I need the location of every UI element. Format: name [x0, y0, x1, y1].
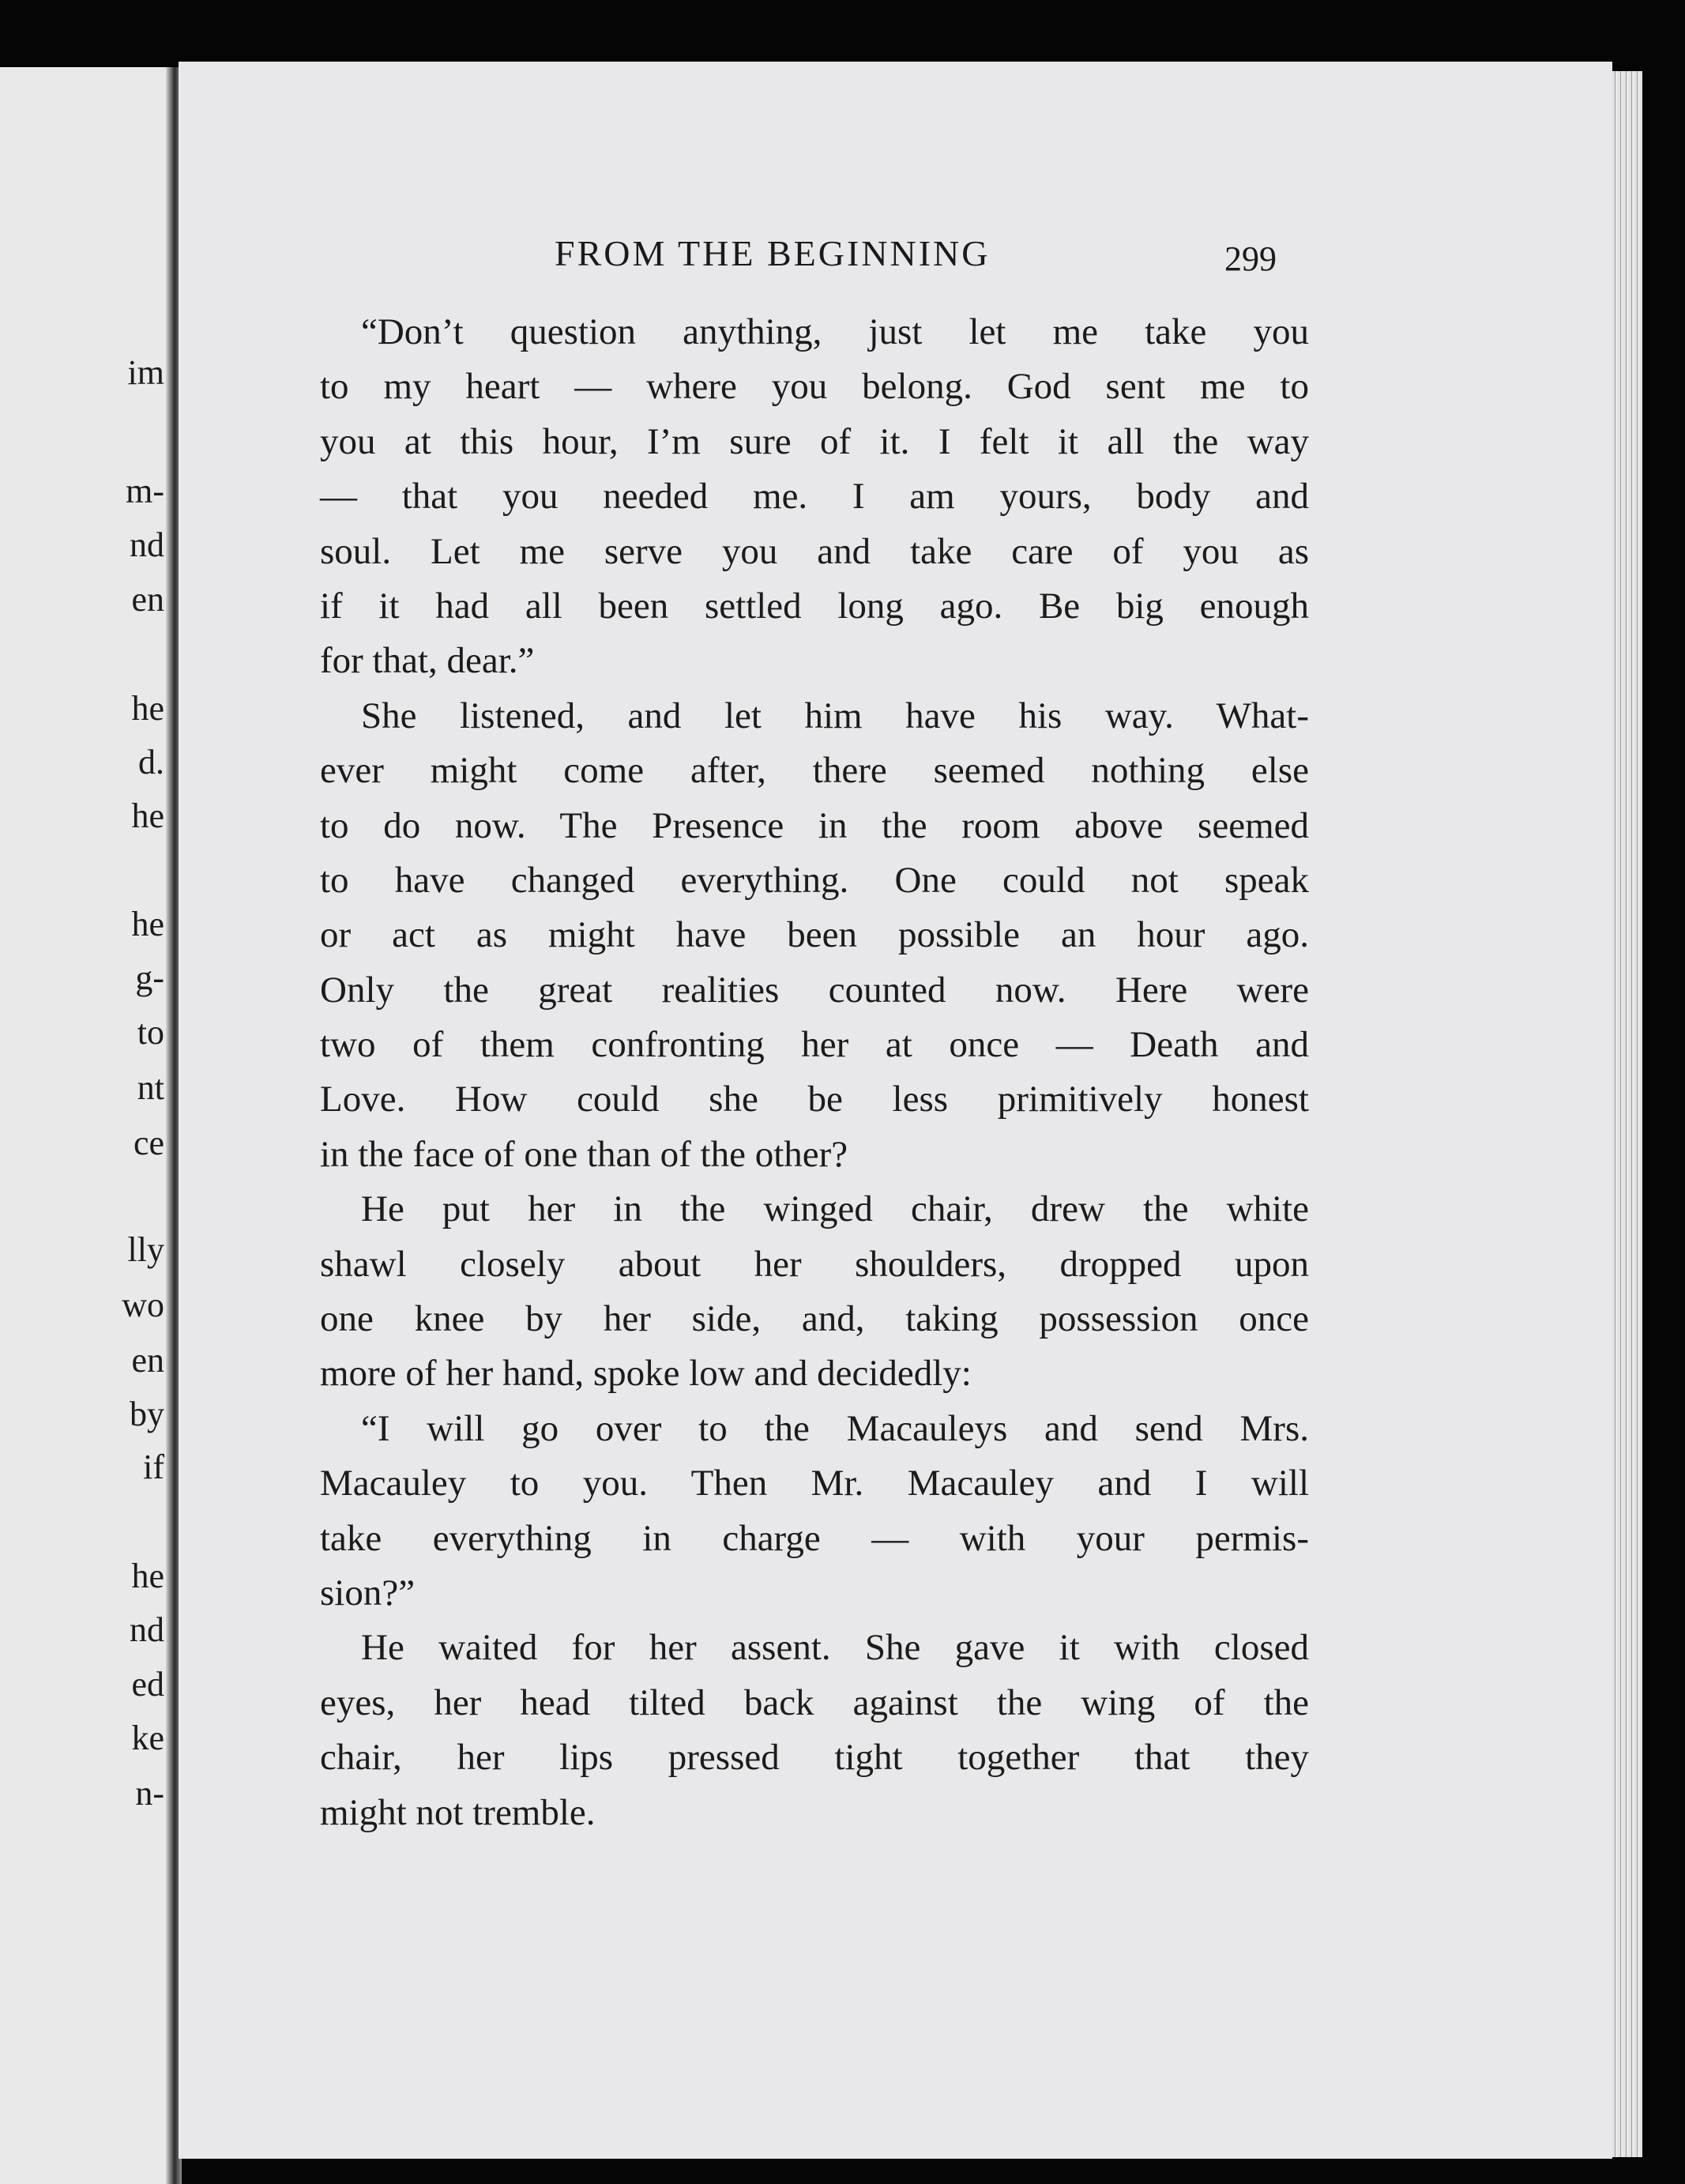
- text-line: — that you needed me. I am yours, body and: [320, 476, 1309, 518]
- text-line: Macauley to you. Then Mr. Macauley and I will: [320, 1463, 1309, 1504]
- text-line: sion?”: [320, 1572, 416, 1614]
- left-page-fragment: nd: [130, 525, 164, 564]
- left-page-fragment: m-: [126, 472, 164, 510]
- left-page-fragment: n-: [135, 1774, 164, 1813]
- left-page-fragment: by: [130, 1395, 164, 1433]
- left-page-fragment: lly: [127, 1230, 164, 1269]
- left-page-fragment: to: [137, 1013, 164, 1052]
- left-page-fragment: en: [131, 1341, 164, 1380]
- text-line: more of her hand, spoke low and decidedly:: [320, 1353, 972, 1395]
- left-page-fragment: ed: [131, 1665, 164, 1704]
- text-line: shawl closely about her shoulders, dropped upon: [320, 1243, 1309, 1285]
- text-line: soul. Let me serve you and take care of you as: [320, 530, 1309, 572]
- running-head: [363, 232, 1311, 280]
- text-line: to do now. The Presence in the room above seemed: [320, 804, 1309, 846]
- left-page-fragment: wo: [122, 1286, 164, 1324]
- left-page-fragment: he: [131, 689, 164, 728]
- left-page-fragment: d.: [138, 743, 164, 781]
- left-page-fragment: ce: [133, 1124, 164, 1162]
- previous-page-edge: [0, 67, 172, 2184]
- text-line: might not tremble.: [320, 1791, 596, 1833]
- text-line: He put her in the winged chair, drew the white: [361, 1188, 1309, 1230]
- running-head-title: FROM THE BEGINNING: [555, 233, 991, 273]
- text-line: Love. How could she be less primitively honest: [320, 1079, 1309, 1120]
- text-line: in the face of one than of the other?: [320, 1133, 848, 1175]
- left-page-fragment: he: [131, 1557, 164, 1595]
- left-page-fragment: en: [131, 580, 164, 619]
- text-line: if it had all been settled long ago. Be big enough: [320, 585, 1309, 627]
- left-page-fragment: if: [143, 1448, 164, 1486]
- text-line: you at this hour, I’m sure of it. I felt it all the way: [320, 420, 1309, 462]
- left-page-fragment: nd: [130, 1610, 164, 1649]
- left-page-fragment: he: [131, 905, 164, 943]
- text-line: one knee by her side, and, taking possession once: [320, 1298, 1309, 1340]
- text-line: Only the great realities counted now. Here were: [320, 969, 1309, 1011]
- left-page-fragment: ke: [131, 1719, 164, 1757]
- text-line: eyes, her head tilted back against the wing of the: [320, 1681, 1309, 1723]
- text-line: take everything in charge — with your permis-: [320, 1517, 1309, 1559]
- text-line: to have changed everything. One could not speak: [320, 859, 1309, 901]
- text-line: or act as might have been possible an hour ago.: [320, 914, 1309, 956]
- text-line: “I will go over to the Macauleys and send Mrs.: [361, 1407, 1309, 1449]
- left-page-fragment: im: [127, 353, 164, 392]
- text-line: to my heart — where you belong. God sent me to: [320, 366, 1309, 408]
- text-line: “Don’t question anything, just let me take you: [361, 311, 1309, 352]
- left-page-fragment: g-: [135, 958, 164, 997]
- text-line: He waited for her assent. She gave it with closed: [361, 1627, 1309, 1669]
- text-line: ever might come after, there seemed nothing else: [320, 750, 1309, 792]
- body-text: [320, 305, 1309, 1840]
- text-line: She listened, and let him have his way. What-: [361, 695, 1309, 736]
- page-edge-stack: [1612, 71, 1642, 2157]
- text-line: two of them confronting her at once — Death and: [320, 1024, 1309, 1066]
- left-page-fragment: nt: [137, 1068, 164, 1107]
- left-page-fragment: he: [131, 796, 164, 835]
- text-line: chair, her lips pressed tight together that they: [320, 1737, 1309, 1779]
- text-line: for that, dear.”: [320, 640, 535, 682]
- page-number: 299: [1224, 239, 1277, 278]
